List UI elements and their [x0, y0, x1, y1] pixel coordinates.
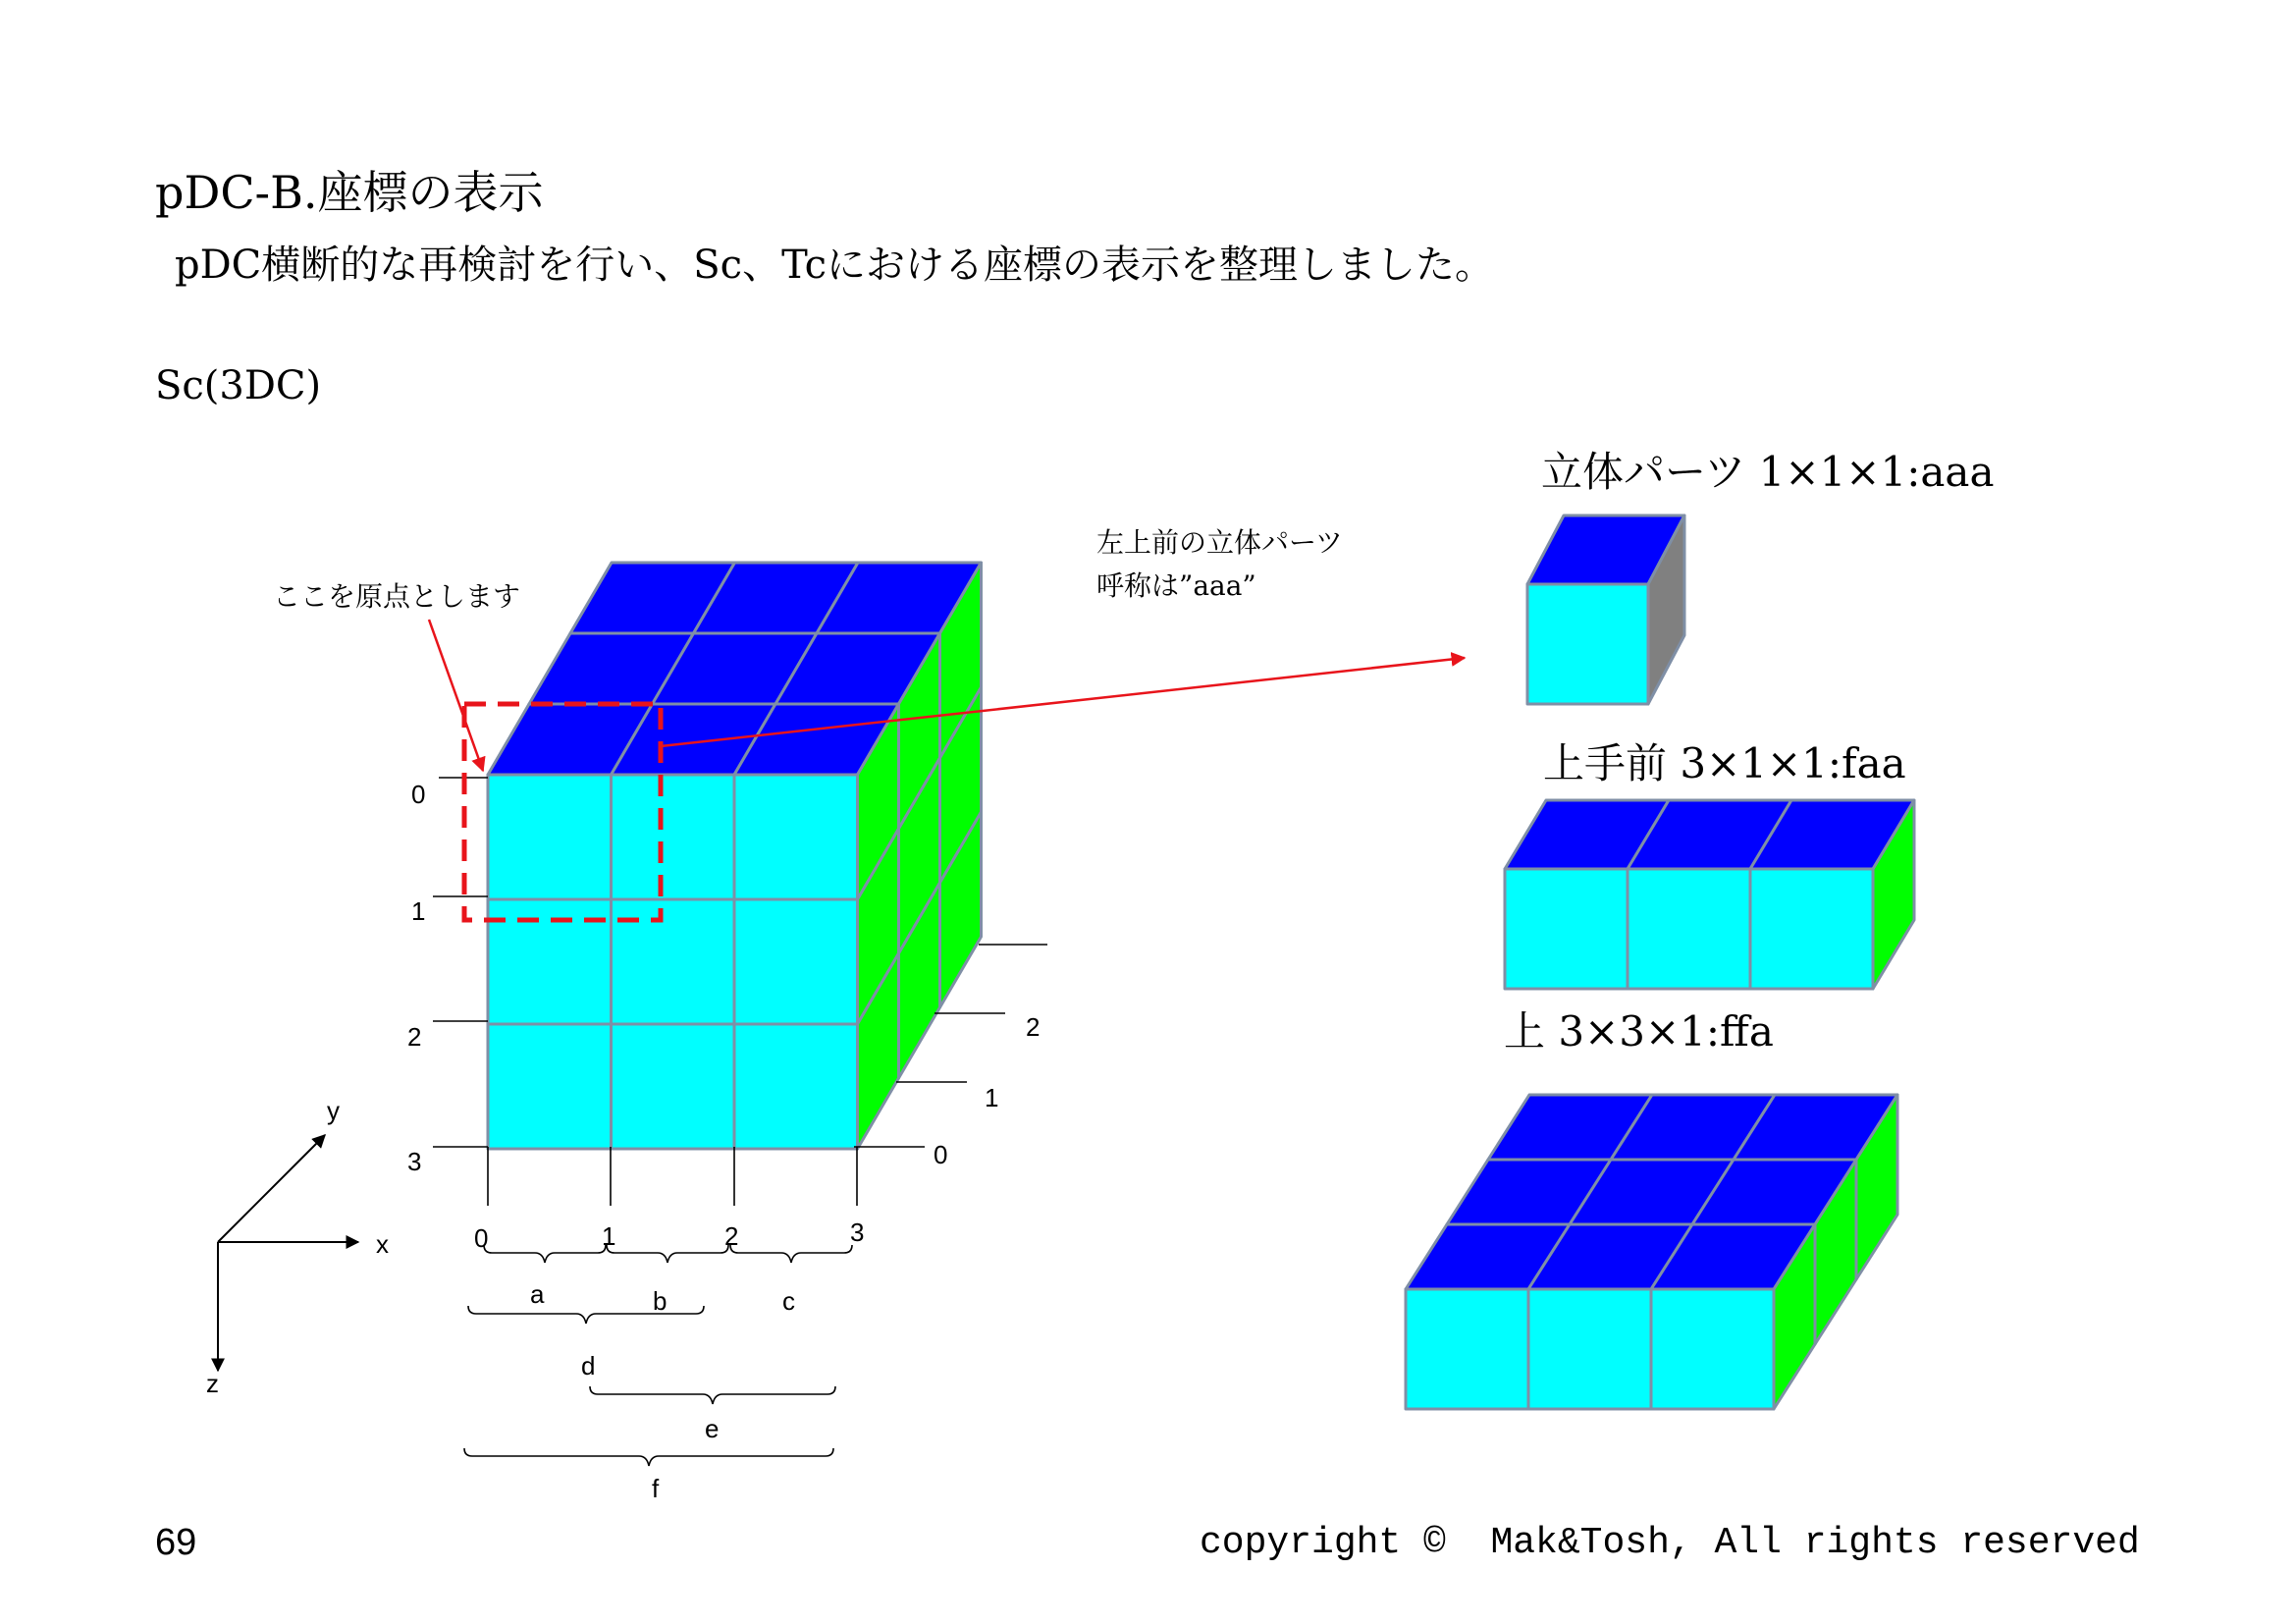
front-face	[1505, 869, 1628, 989]
front-face	[734, 899, 858, 1024]
front-face	[1651, 1289, 1774, 1409]
axis-labels	[206, 1096, 389, 1398]
z-axis-label: z	[206, 1369, 219, 1398]
front-face	[734, 1024, 858, 1149]
part-3x1x1-cube	[1505, 800, 1914, 989]
copyright-text: copyright © Mak&Tosh, All rights reserved	[1200, 1522, 2140, 1564]
z-tick-0: 0	[411, 780, 426, 809]
z-tick-1: 1	[411, 896, 426, 926]
y-axis-label: y	[327, 1096, 340, 1125]
range-label-b: b	[653, 1286, 667, 1316]
x-axis-label: x	[376, 1229, 389, 1259]
y-tick-2: 2	[1026, 1012, 1041, 1042]
front-face	[1528, 1289, 1651, 1409]
range-label-d: d	[581, 1351, 596, 1380]
z-tick-2: 2	[407, 1022, 422, 1052]
page-title: pDC-B.座標の表示	[155, 166, 544, 219]
range-label-f: f	[652, 1474, 660, 1503]
origin-arrow	[429, 620, 483, 771]
range-label-c: c	[782, 1286, 795, 1316]
range-braces	[464, 1245, 852, 1466]
x-tick-1: 1	[602, 1221, 616, 1251]
front-face	[612, 1024, 735, 1149]
page-number: 69	[155, 1522, 197, 1563]
y-tick-labels	[934, 1012, 1040, 1169]
part-label-faa: 上手前 3×1×1:faa	[1543, 739, 1906, 787]
x-tick-labels	[474, 1218, 864, 1253]
part-1x1x1-cube	[1527, 515, 1684, 704]
section-label: Sc(3DC)	[155, 363, 322, 408]
front-face	[1628, 869, 1750, 989]
x-tick-0: 0	[474, 1223, 489, 1253]
front-face	[1527, 584, 1648, 704]
part-label-ffa: 上 3×3×1:ffa	[1504, 1007, 1774, 1056]
page-subtitle: pDC横断的な再検討を行い、Sc、Tcにおける座標の表示を整理しました。	[175, 243, 1495, 288]
x-tick-2: 2	[724, 1221, 739, 1251]
front-face	[1750, 869, 1873, 989]
origin-note: ここを原点とします	[273, 580, 521, 613]
y-tick-0: 0	[934, 1140, 948, 1169]
front-face	[488, 1024, 612, 1149]
y-axis-arrow	[218, 1135, 325, 1242]
axis-arrows	[218, 1135, 358, 1371]
part-label-aaa: 立体パーツ 1×1×1:aaa	[1541, 448, 1995, 496]
front-face	[612, 775, 735, 899]
range-label-e: e	[705, 1414, 720, 1443]
callout-text-line1: 左上前の立体パーツ	[1096, 526, 1343, 559]
front-face	[488, 775, 612, 899]
z-tick-labels	[407, 780, 425, 1176]
part-3x3x1-cube	[1406, 1095, 1897, 1409]
x-tick-3: 3	[850, 1218, 865, 1247]
z-tick-3: 3	[407, 1147, 422, 1176]
range-label-a: a	[530, 1279, 545, 1309]
cube-3x3x3	[488, 563, 982, 1149]
front-face	[1406, 1289, 1528, 1409]
front-face	[734, 775, 858, 899]
callout-text-line2: 呼称は”aaa”	[1096, 569, 1256, 602]
y-tick-1: 1	[985, 1083, 999, 1112]
